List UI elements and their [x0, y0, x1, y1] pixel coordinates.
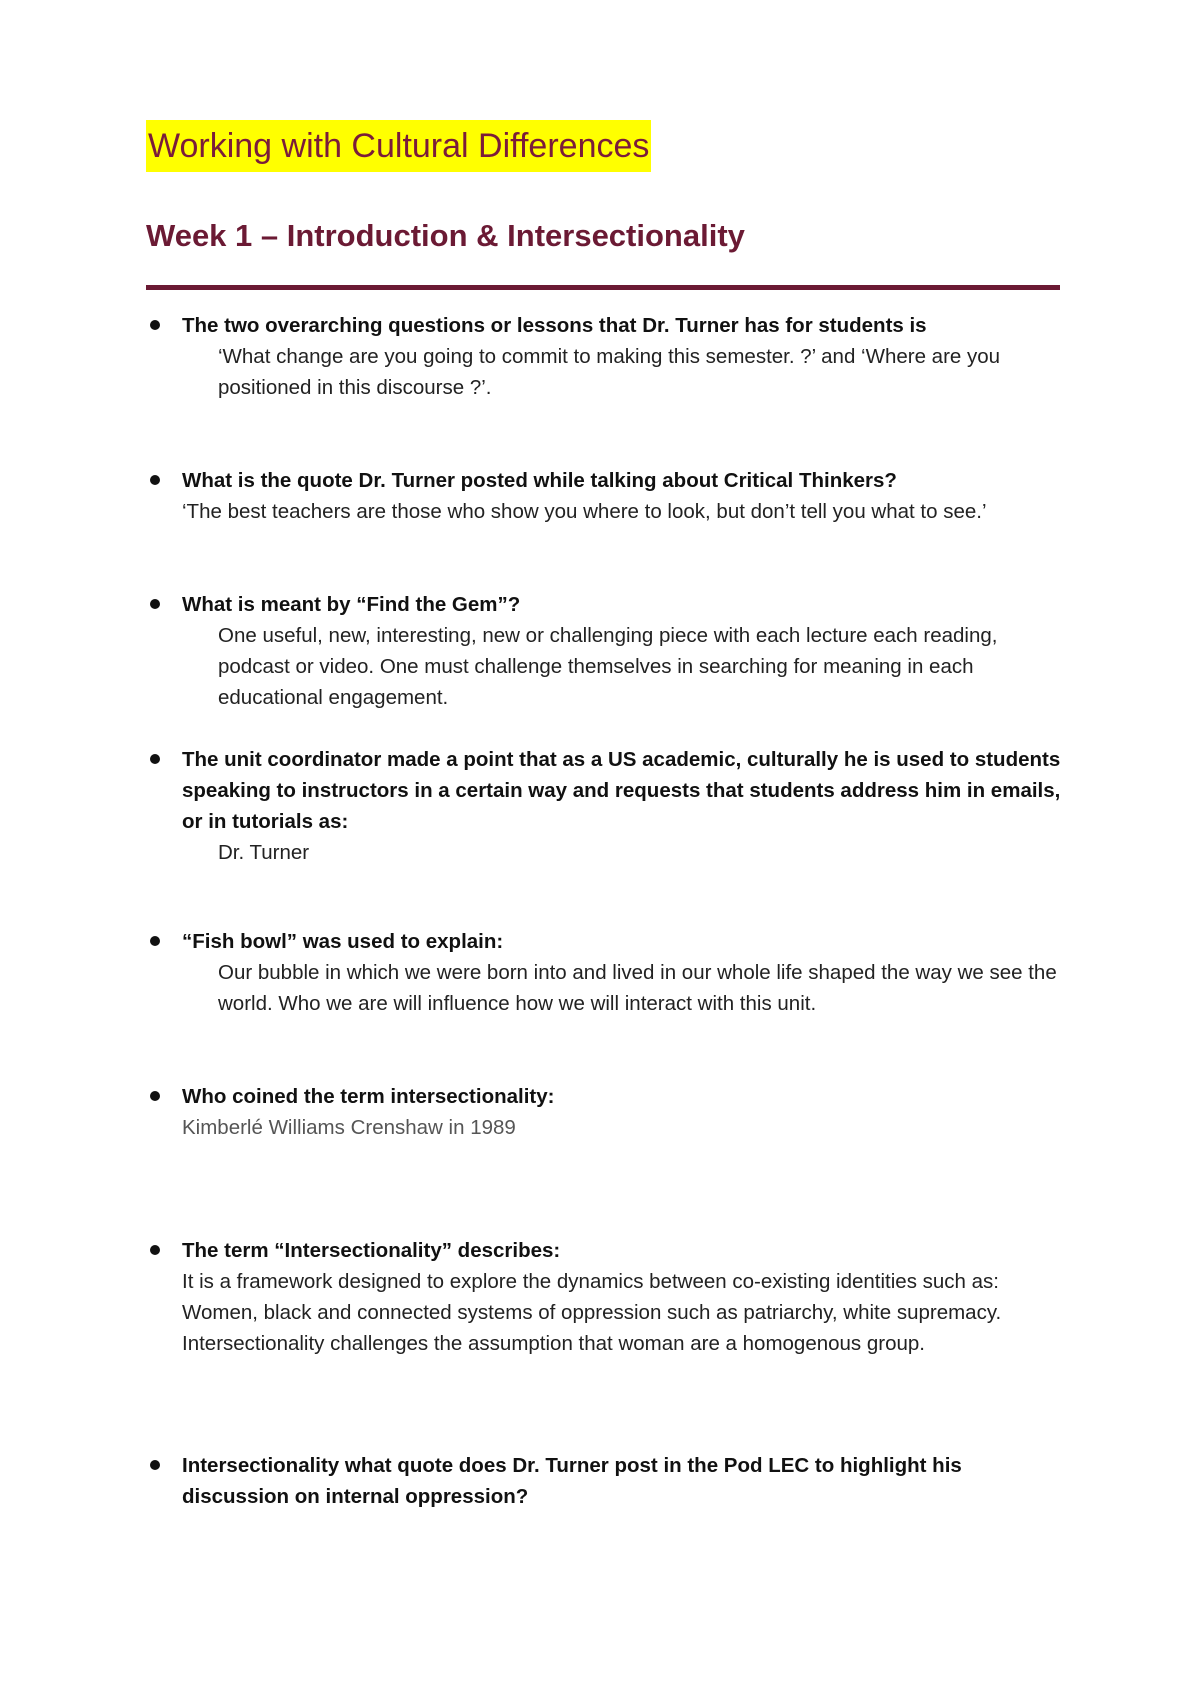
bullet-icon	[150, 320, 160, 330]
answer-text-continued: Intersectionality challenges the assumption that woman are a homogenous group.	[182, 1332, 926, 1355]
bullet-icon	[150, 1460, 160, 1470]
bullet-icon	[150, 1091, 160, 1101]
bullet-icon	[150, 754, 160, 764]
bullet-icon	[150, 599, 160, 609]
answer-text: ‘What change are you going to commit to making this semester. ?’ and ‘Where are you positioned in this discourse ?’.	[218, 345, 1001, 399]
week-heading: Week 1 – Introduction & Intersectionality	[146, 218, 745, 253]
question-text: Who coined the term intersectionality:	[182, 1085, 555, 1108]
qa-item-6	[182, 1081, 1062, 1143]
question-text: What is the quote Dr. Turner posted while talking about Critical Thinkers?	[182, 469, 897, 492]
answer-text: Dr. Turner	[218, 841, 310, 864]
bullet-icon	[150, 475, 160, 485]
question-text: Intersectionality what quote does Dr. Turner post in the Pod LEC to highlight his discussion on internal oppression?	[182, 1454, 962, 1508]
bullet-icon	[150, 1245, 160, 1255]
answer-text: ‘The best teachers are those who show you where to look, but don’t tell you what to see.’	[182, 500, 987, 523]
document-title: Working with Cultural Differences	[146, 120, 651, 172]
answer-text: Our bubble in which we were born into and lived in our whole life shaped the way we see the world. Who we are will influence how we will interact with this unit.	[218, 961, 1057, 1015]
answer-text: Kimberlé Williams Crenshaw in 1989	[182, 1116, 516, 1139]
question-text: The term “Intersectionality” describes:	[182, 1239, 561, 1262]
qa-item-7	[182, 1235, 1062, 1359]
heading-divider	[146, 285, 1060, 290]
bullet-icon	[150, 936, 160, 946]
answer-text: One useful, new, interesting, new or challenging piece with each lecture each reading, podcast or video. One must challenge themselves in searching for meaning in each educational engagement.	[218, 624, 998, 709]
qa-item-3	[182, 589, 1062, 713]
qa-item-8	[182, 1450, 1062, 1512]
qa-item-2	[182, 465, 1062, 527]
answer-text: It is a framework designed to explore the dynamics between co-existing identities such as: Women, black and connected systems of oppression such as patriarchy, white supremacy.	[182, 1270, 1002, 1324]
question-text: The unit coordinator made a point that as a US academic, culturally he is used to students speaking to instructors in a certain way and requests that students address him in emails, or in tutorials as:	[182, 748, 1061, 833]
question-text: What is meant by “Find the Gem”?	[182, 593, 521, 616]
qa-item-4	[182, 744, 1062, 868]
question-text: “Fish bowl” was used to explain:	[182, 930, 504, 953]
qa-item-1	[182, 310, 1062, 403]
question-text: The two overarching questions or lessons that Dr. Turner has for students is	[182, 314, 927, 337]
qa-item-5	[182, 926, 1062, 1019]
